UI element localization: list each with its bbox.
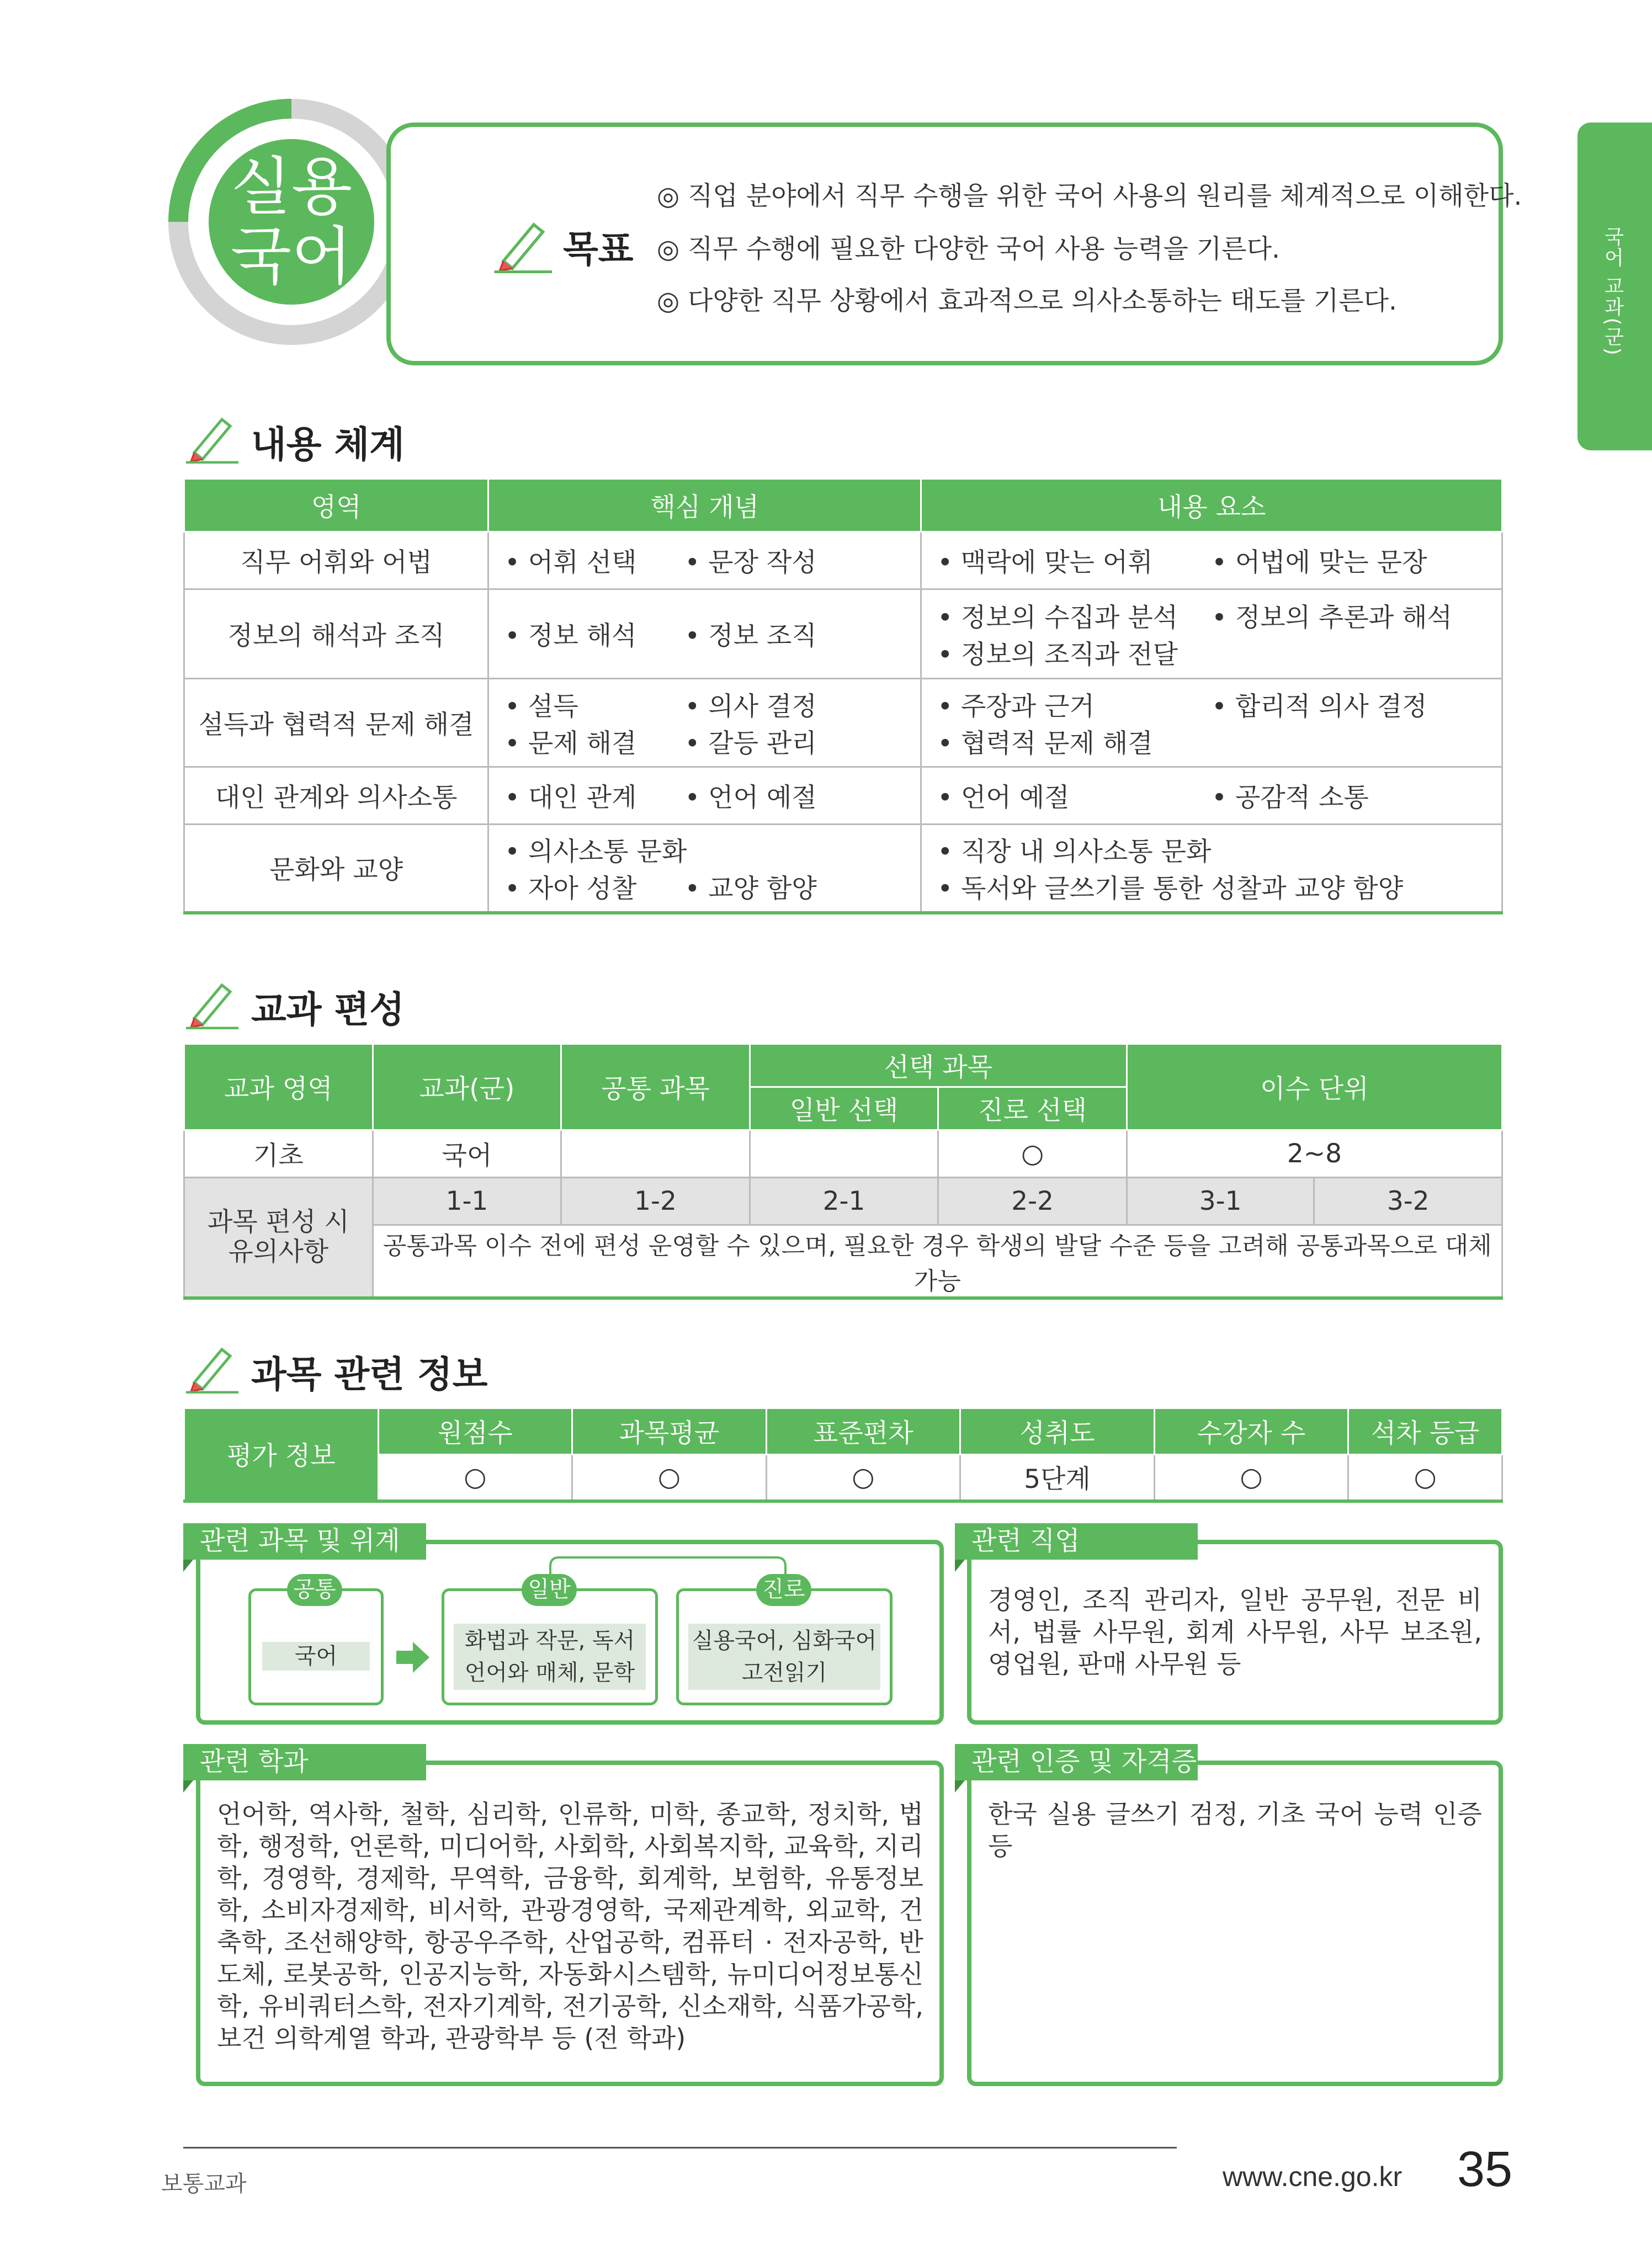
header-general: 일반 선택 (750, 1087, 938, 1130)
subject-title (209, 139, 374, 305)
table-row (184, 825, 1502, 913)
common-cell (561, 1130, 750, 1178)
semester-cell: 1-1 (373, 1178, 561, 1225)
element-cell (921, 767, 1502, 825)
related-certs-text: 한국 실용 글쓰기 검정, 기초 국어 능력 인증 등 (988, 1799, 1482, 1861)
career-cell: ○ (938, 1130, 1127, 1178)
semester-cell: 3-1 (1127, 1178, 1314, 1225)
table-row (184, 767, 1502, 825)
notes-label: 과목 편성 시 유의사항 (184, 1178, 373, 1299)
career-pill: 진로 (756, 1574, 811, 1606)
related-subjects-title: 관련 과목 및 위계 (183, 1523, 426, 1560)
table-row (184, 1178, 1502, 1225)
table-header-row (184, 479, 1502, 532)
element-item: • 주장과 근거 (937, 691, 1095, 722)
footer-section-name: 보통교과 (161, 2171, 247, 2197)
related-certs-title: 관련 인증 및 자격증 (955, 1744, 1198, 1780)
table-header-row (184, 1408, 1502, 1455)
table-row (184, 589, 1502, 679)
eval-header: 원점수 (378, 1408, 572, 1455)
general-subjects: 화법과 작문, 독서 언어와 매체, 문학 (454, 1624, 646, 1690)
eval-header: 표준편차 (766, 1408, 960, 1455)
goal-line-3: ◎ 다양한 직무 상황에서 효과적으로 의사소통하는 태도를 기른다. (657, 286, 1397, 316)
pencil-icon (183, 1338, 238, 1394)
eval-value: ○ (766, 1455, 960, 1501)
eval-header: 과목평균 (572, 1408, 767, 1455)
concept-item: • 의사 결정 (684, 691, 817, 722)
element-item: • 어법에 맞는 문장 (1212, 547, 1427, 578)
footer-divider (183, 2147, 1177, 2149)
header-elective: 선택 과목 (750, 1044, 1127, 1087)
area-cell: 문화와 교양 (184, 825, 488, 913)
related-jobs-title: 관련 직업 (955, 1523, 1198, 1560)
area-cell: 기초 (184, 1130, 373, 1178)
concept-item: • 어휘 선택 (504, 547, 637, 578)
header-concept: 핵심 개념 (488, 479, 921, 532)
goal-label: 목표 (563, 228, 634, 270)
eval-header: 성취도 (960, 1408, 1155, 1455)
header-area: 교과 영역 (184, 1044, 373, 1130)
note-cell: 공통과목 이수 전에 편성 운영할 수 있으며, 필요한 경우 학생의 발달 수준 등을 고려해 공통과목으로 대체 가능 (373, 1225, 1502, 1299)
concept-cell (488, 679, 921, 767)
table-row (184, 532, 1502, 589)
career-subjects: 실용국어, 심화국어 고전읽기 (688, 1624, 880, 1690)
table-row (184, 1455, 1502, 1501)
element-item: • 정보의 수집과 분석 (937, 602, 1178, 633)
footer-url[interactable]: www.cne.go.kr (1223, 2161, 1403, 2192)
header-common: 공통 과목 (561, 1044, 750, 1130)
concept-item: • 대인 관계 (504, 783, 637, 813)
semester-cell: 2-2 (938, 1178, 1127, 1225)
curriculum-table (183, 1043, 1503, 1300)
header-group: 교과(군) (373, 1044, 561, 1130)
concept-item: • 설득 (504, 691, 578, 722)
element-item: • 직장 내 의사소통 문화 (937, 836, 1212, 867)
semester-cell: 1-2 (561, 1178, 750, 1225)
concept-item: • 갈등 관리 (684, 728, 817, 759)
common-subject: 국어 (262, 1642, 370, 1671)
concept-cell (488, 589, 921, 679)
area-cell: 직무 어휘와 어법 (184, 532, 488, 589)
related-departments-title: 관련 학과 (183, 1744, 426, 1780)
header-career: 진로 선택 (938, 1087, 1127, 1130)
related-departments-text: 언어학, 역사학, 철학, 심리학, 인류학, 미학, 종교학, 정치학, 법학, 행정학, 언론학, 미디어학, 사회학, 사회복지학, 교육학, 지리학, 경영학, 경제학, 무역학, 금융학, 회계학, 보험학, 유통정보학, 소비자경제학, 비서학, 관광경영학, 국제관계학, 외교학, 건축학, 조선해양학, 항공우주학, 산업공학, 컴퓨터 · 전자공학, 반도체, 로봇공학, 인공지능학, 자동화시스템학, 뉴미디어정보통신학, 유비쿼터스학, 전자기계학, 전기공학, 신소재학, 식품가공학, 보건 의학계열 학과, 관광학부 등 (전 학과) (217, 1799, 923, 2053)
concept-cell (488, 825, 921, 913)
eval-label: 평가 정보 (184, 1408, 379, 1501)
element-item: • 정보의 조직과 전달 (937, 639, 1178, 670)
element-item: • 합리적 의사 결정 (1212, 691, 1427, 722)
related-jobs-text: 경영인, 조직 관리자, 일반 공무원, 전문 비서, 법률 사무원, 회계 사무원, 사무 보조원, 영업원, 판매 사무원 등 (988, 1585, 1482, 1679)
evaluation-table (183, 1407, 1503, 1503)
eval-header: 수강자 수 (1154, 1408, 1348, 1455)
section-title-curriculum: 교과 편성 (251, 988, 405, 1031)
area-cell: 정보의 해석과 조직 (184, 589, 488, 679)
common-pill: 공통 (287, 1574, 342, 1606)
element-item: • 독서와 글쓰기를 통한 성찰과 교양 함양 (937, 873, 1404, 904)
concept-item: • 정보 해석 (504, 621, 637, 651)
goal-line-1: ◎ 직업 분야에서 직무 수행을 위한 국어 사용의 원리를 체계적으로 이해한다. (657, 181, 1522, 211)
element-item: • 공감적 소통 (1212, 783, 1369, 813)
semester-cell: 3-2 (1314, 1178, 1502, 1225)
general-cell (750, 1130, 938, 1178)
element-cell (921, 679, 1502, 767)
eval-value: ○ (1154, 1455, 1348, 1501)
concept-item: • 의사소통 문화 (504, 836, 687, 867)
eval-value: 5단계 (960, 1455, 1155, 1501)
element-item: • 협력적 문제 해결 (937, 728, 1153, 759)
element-item: • 정보의 추론과 해석 (1212, 602, 1452, 633)
side-tab-label: 국어 교과(군) (1601, 226, 1624, 357)
concept-item: • 문장 작성 (684, 547, 817, 578)
page-number: 35 (1457, 2142, 1513, 2197)
side-tab[interactable] (1577, 123, 1652, 450)
goal-line-2: ◎ 직무 수행에 필요한 다양한 국어 사용 능력을 기른다. (657, 234, 1280, 264)
section-title-subject-info: 과목 관련 정보 (251, 1353, 488, 1396)
table-row (184, 1130, 1502, 1178)
concept-cell (488, 532, 921, 589)
area-cell: 대인 관계와 의사소통 (184, 767, 488, 825)
concept-item: • 문제 해결 (504, 728, 637, 759)
subject-title-line2: 국어 (230, 220, 353, 293)
pencil-icon (183, 408, 238, 464)
concept-item: • 교양 함양 (684, 873, 817, 904)
eval-value: ○ (1348, 1455, 1502, 1501)
header-units: 이수 단위 (1127, 1044, 1502, 1130)
eval-value: ○ (378, 1455, 572, 1501)
pencil-icon (183, 974, 238, 1029)
concept-item: • 자아 성찰 (504, 873, 637, 904)
arrow-right-icon (396, 1642, 429, 1673)
units-cell: 2~8 (1127, 1130, 1502, 1178)
pencil-icon (491, 212, 552, 273)
element-item: • 언어 예절 (937, 783, 1070, 813)
eval-header: 석차 등급 (1348, 1408, 1502, 1455)
concept-item: • 언어 예절 (684, 783, 817, 813)
area-cell: 설득과 협력적 문제 해결 (184, 679, 488, 767)
concept-cell (488, 767, 921, 825)
element-cell (921, 532, 1502, 589)
element-cell (921, 825, 1502, 913)
element-cell (921, 589, 1502, 679)
table-header-row (184, 1044, 1502, 1087)
header-area: 영역 (184, 479, 488, 532)
table-row (184, 679, 1502, 767)
group-cell: 국어 (373, 1130, 561, 1178)
subject-title-line1: 실용 (230, 150, 353, 224)
element-item: • 맥락에 맞는 어휘 (937, 547, 1153, 578)
eval-value: ○ (572, 1455, 767, 1501)
semester-cell: 2-1 (750, 1178, 938, 1225)
general-pill: 일반 (522, 1574, 577, 1606)
content-system-table (183, 478, 1503, 914)
section-title-content: 내용 체계 (251, 423, 405, 466)
header-elements: 내용 요소 (921, 479, 1502, 532)
concept-item: • 정보 조직 (684, 621, 817, 651)
connector-line (549, 1555, 787, 1588)
table-row (184, 1225, 1502, 1299)
